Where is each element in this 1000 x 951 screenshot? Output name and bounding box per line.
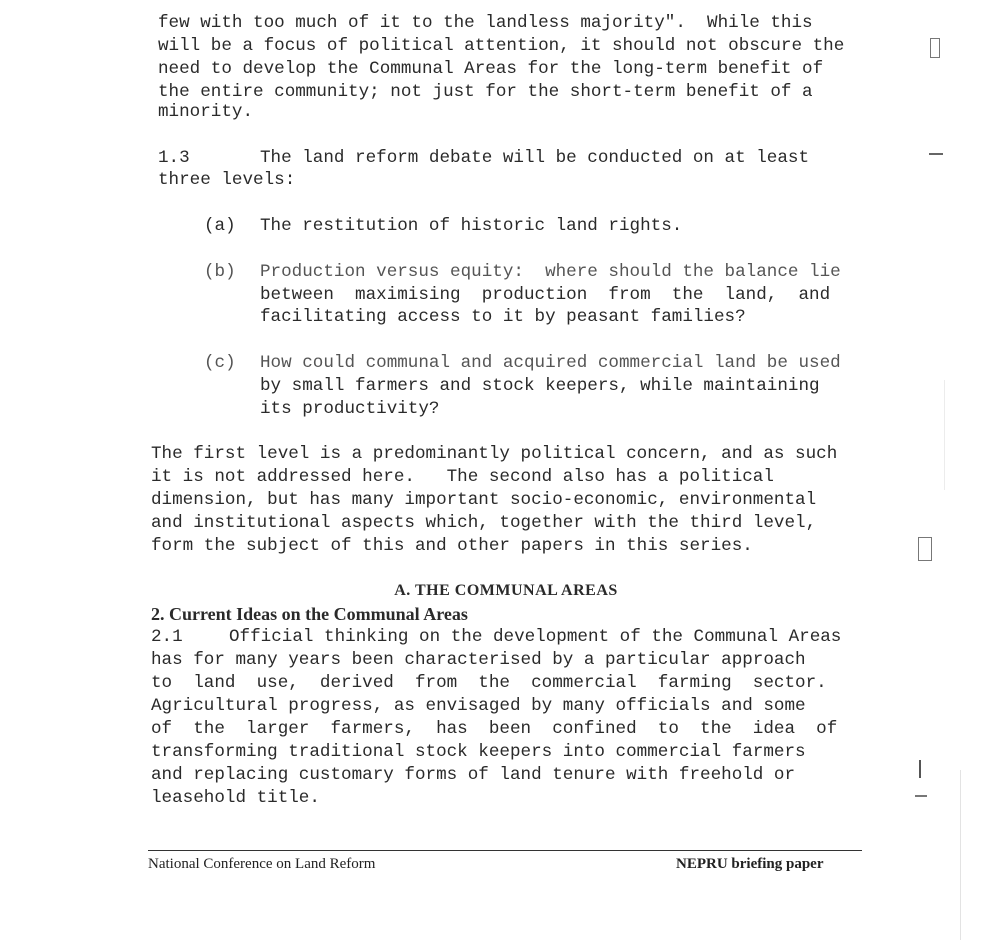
section-heading: A. THE COMMUNAL AREAS	[394, 582, 618, 599]
scan-mark	[919, 760, 921, 778]
footer-rule	[148, 850, 862, 851]
text-line: to land use, derived from the commercial farming sector.	[151, 673, 827, 693]
text-line: minority.	[158, 102, 254, 122]
text-line: and replacing customary forms of land tenure with freehold or	[151, 765, 796, 785]
text-line: has for many years been characterised by a particular approach	[151, 650, 806, 670]
text-line: Official thinking on the development of the Communal Areas	[229, 627, 842, 647]
text-line: transforming traditional stock keepers into commercial farmers	[151, 742, 806, 762]
list-item-text: Production versus equity: where should the balance lie	[260, 262, 841, 282]
text-line: three levels:	[158, 170, 296, 190]
text-line: The land reform debate will be conducted on at least	[260, 148, 810, 168]
list-item-label: (b)	[204, 262, 236, 282]
scan-mark	[944, 380, 945, 490]
text-line: of the larger farmers, has been confined to the idea of	[151, 719, 838, 739]
list-item-text: its productivity?	[260, 399, 440, 419]
text-line: need to develop the Communal Areas for the long-term benefit of	[158, 59, 824, 79]
scan-mark	[960, 770, 961, 940]
text-line: leasehold title.	[151, 788, 320, 808]
text-line: Agricultural progress, as envisaged by many officials and some	[151, 696, 806, 716]
footer-right: NEPRU briefing paper	[676, 856, 824, 872]
list-item-text: between maximising production from the land, and	[260, 285, 831, 305]
text-line: will be a focus of political attention, it should not obscure the	[158, 36, 845, 56]
section-number: 2.1	[151, 627, 183, 647]
list-item-text: The restitution of historic land rights.	[260, 216, 683, 236]
scan-mark	[929, 153, 943, 155]
subheading: 2. Current Ideas on the Communal Areas	[151, 604, 468, 624]
text-line: dimension, but has many important socio-economic, environmental	[151, 490, 817, 510]
scan-mark	[915, 795, 927, 797]
text-line: it is not addressed here. The second also has a political	[151, 467, 774, 487]
list-item-text: facilitating access to it by peasant families?	[260, 307, 746, 327]
section-number: 1.3	[158, 148, 190, 168]
scan-mark	[930, 38, 940, 58]
text-line: few with too much of it to the landless majority". While this	[158, 13, 813, 33]
footer-left: National Conference on Land Reform	[148, 856, 376, 872]
scan-mark	[918, 537, 932, 561]
list-item-label: (c)	[204, 353, 236, 373]
list-item-label: (a)	[204, 216, 236, 236]
text-line: The first level is a predominantly political concern, and as such	[151, 444, 838, 464]
text-line: the entire community; not just for the short-term benefit of a	[158, 82, 813, 102]
list-item-text: How could communal and acquired commercial land be used	[260, 353, 841, 373]
text-line: and institutional aspects which, together with the third level,	[151, 513, 817, 533]
text-line: form the subject of this and other papers in this series.	[151, 536, 753, 556]
list-item-text: by small farmers and stock keepers, while maintaining	[260, 376, 820, 396]
